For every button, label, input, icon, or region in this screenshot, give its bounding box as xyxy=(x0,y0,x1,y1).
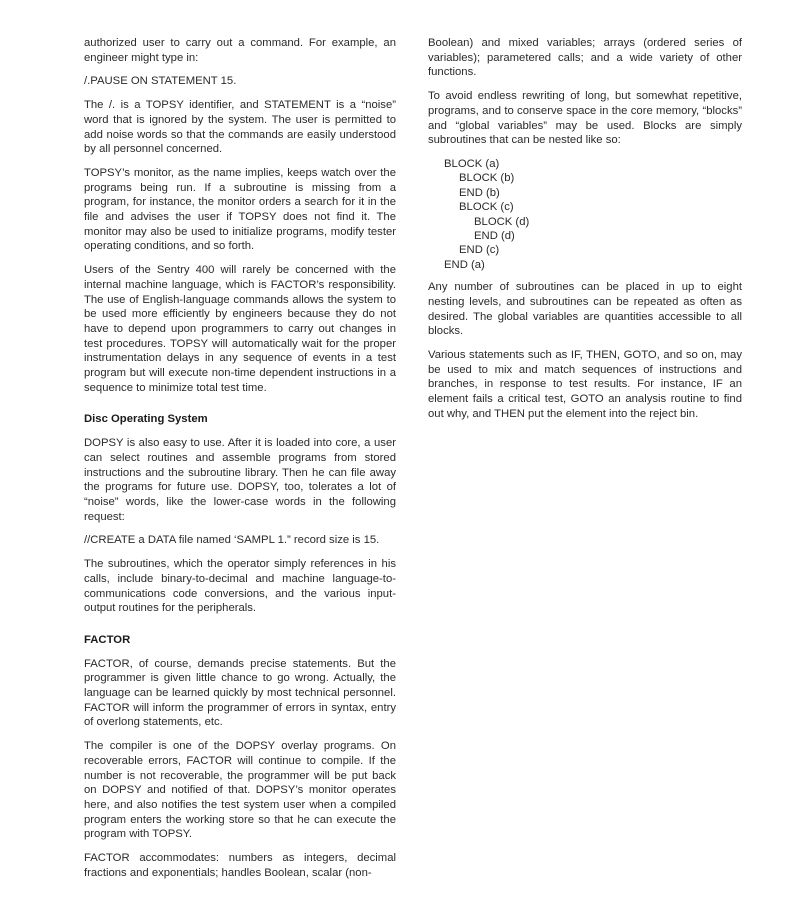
block-line: BLOCK (a) xyxy=(444,157,500,170)
paragraph: Various statements such as IF, THEN, GOTO, and so on, may be used to mix and match sequences of instructions and branches, in response to test results. For instance, IF an element fails a critical test, GOTO an analysis routine to find out why, and THEN put the element into the reject bin. xyxy=(428,348,742,420)
block-line: END (d) xyxy=(474,229,515,242)
left-column xyxy=(84,36,396,889)
paragraph: FACTOR accommodates: numbers as integers, decimal fractions and exponentials; handles Boolean, scalar (non- xyxy=(84,852,396,879)
paragraph: To avoid endless rewriting of long, but somewhat repetitive, programs, and to conserve space in the core memory, “blocks” and “global variables” may be used. Blocks are simply subroutines that can be nested like so: xyxy=(428,90,742,147)
paragraph: Boolean) and mixed variables; arrays (ordered series of variables); parametered calls; and a wide variety of other functions. xyxy=(428,37,742,79)
paragraph: Users of the Sentry 400 will rarely be concerned with the internal machine language, which is FACTOR’s responsibility. The use of English-language commands allows the system to be used more efficiently by engineers because they do not have to depend upon programmers to carry out changes in test procedures. TOPSY will automatically wait for the proper instrumentation delays in any sequence of events in a test program but will execute non-time dependent instructions in a sequence to minimize total test time. xyxy=(84,264,396,394)
block-line: BLOCK (b) xyxy=(459,172,515,185)
right-column xyxy=(428,36,742,431)
block-line: BLOCK (d) xyxy=(474,215,530,228)
section-heading-factor: FACTOR xyxy=(84,633,131,646)
paragraph: The subroutines, which the operator simply references in his calls, include binary-to-decimal and machine language-to-communications code conversions, and the various input-output routines for the peripherals. xyxy=(84,558,396,615)
paragraph: DOPSY is also easy to use. After it is loaded into core, a user can select routines and assemble programs from stored instructions and the subroutine library. Then he can file away the programs for future use. DOPSY, too, tolerates a lot of “noise” words, like the lower-case words in the following request: xyxy=(84,437,396,523)
paragraph: The /. is a TOPSY identifier, and STATEMENT is a “noise” word that is ignored by the system. The user is permitted to add noise words so that the commands are easily understood by all personnel concerned. xyxy=(84,99,396,156)
command-example: //CREATE a DATA file named ‘SAMPL 1.” record size is 15. xyxy=(84,534,380,547)
paragraph: FACTOR, of course, demands precise statements. But the programmer is given little chance to go wrong. Actually, the language can be learned quickly by most technical personnel. FACTOR will inform the programmer of errors in syntax, entry of overlong statements, etc. xyxy=(84,657,396,729)
command-example: /.PAUSE ON STATEMENT 15. xyxy=(84,75,237,88)
section-heading-dos: Disc Operating System xyxy=(84,413,208,426)
block-nesting-example xyxy=(428,157,742,272)
block-line: END (c) xyxy=(459,244,500,257)
block-line: END (a) xyxy=(444,258,485,271)
paragraph: TOPSY’s monitor, as the name implies, keeps watch over the programs being run. If a subroutine is missing from a program, for instance, the monitor orders a search for it in the file and advises the user if TOPSY does not find it. The monitor may also be used to initialize programs, modify tester operating conditions, and so forth. xyxy=(84,166,396,253)
paragraph: authorized user to carry out a command. For example, an engineer might type in: xyxy=(84,37,396,64)
block-line: END (b) xyxy=(459,186,500,199)
block-line: BLOCK (c) xyxy=(459,201,514,214)
paragraph: Any number of subroutines can be placed in up to eight nesting levels, and subroutines can be repeated as often as desired. The global variables are quantities accessible to all blocks. xyxy=(428,281,742,338)
paragraph: The compiler is one of the DOPSY overlay programs. On recoverable errors, FACTOR will continue to compile. If the number is not recoverable, the programmer will be put back on DOPSY and notified of that. DOPSY’s monitor operates here, and also notifies the test system user when a compiled program enters the working store so that he can execute the program with TOPSY. xyxy=(84,740,396,841)
